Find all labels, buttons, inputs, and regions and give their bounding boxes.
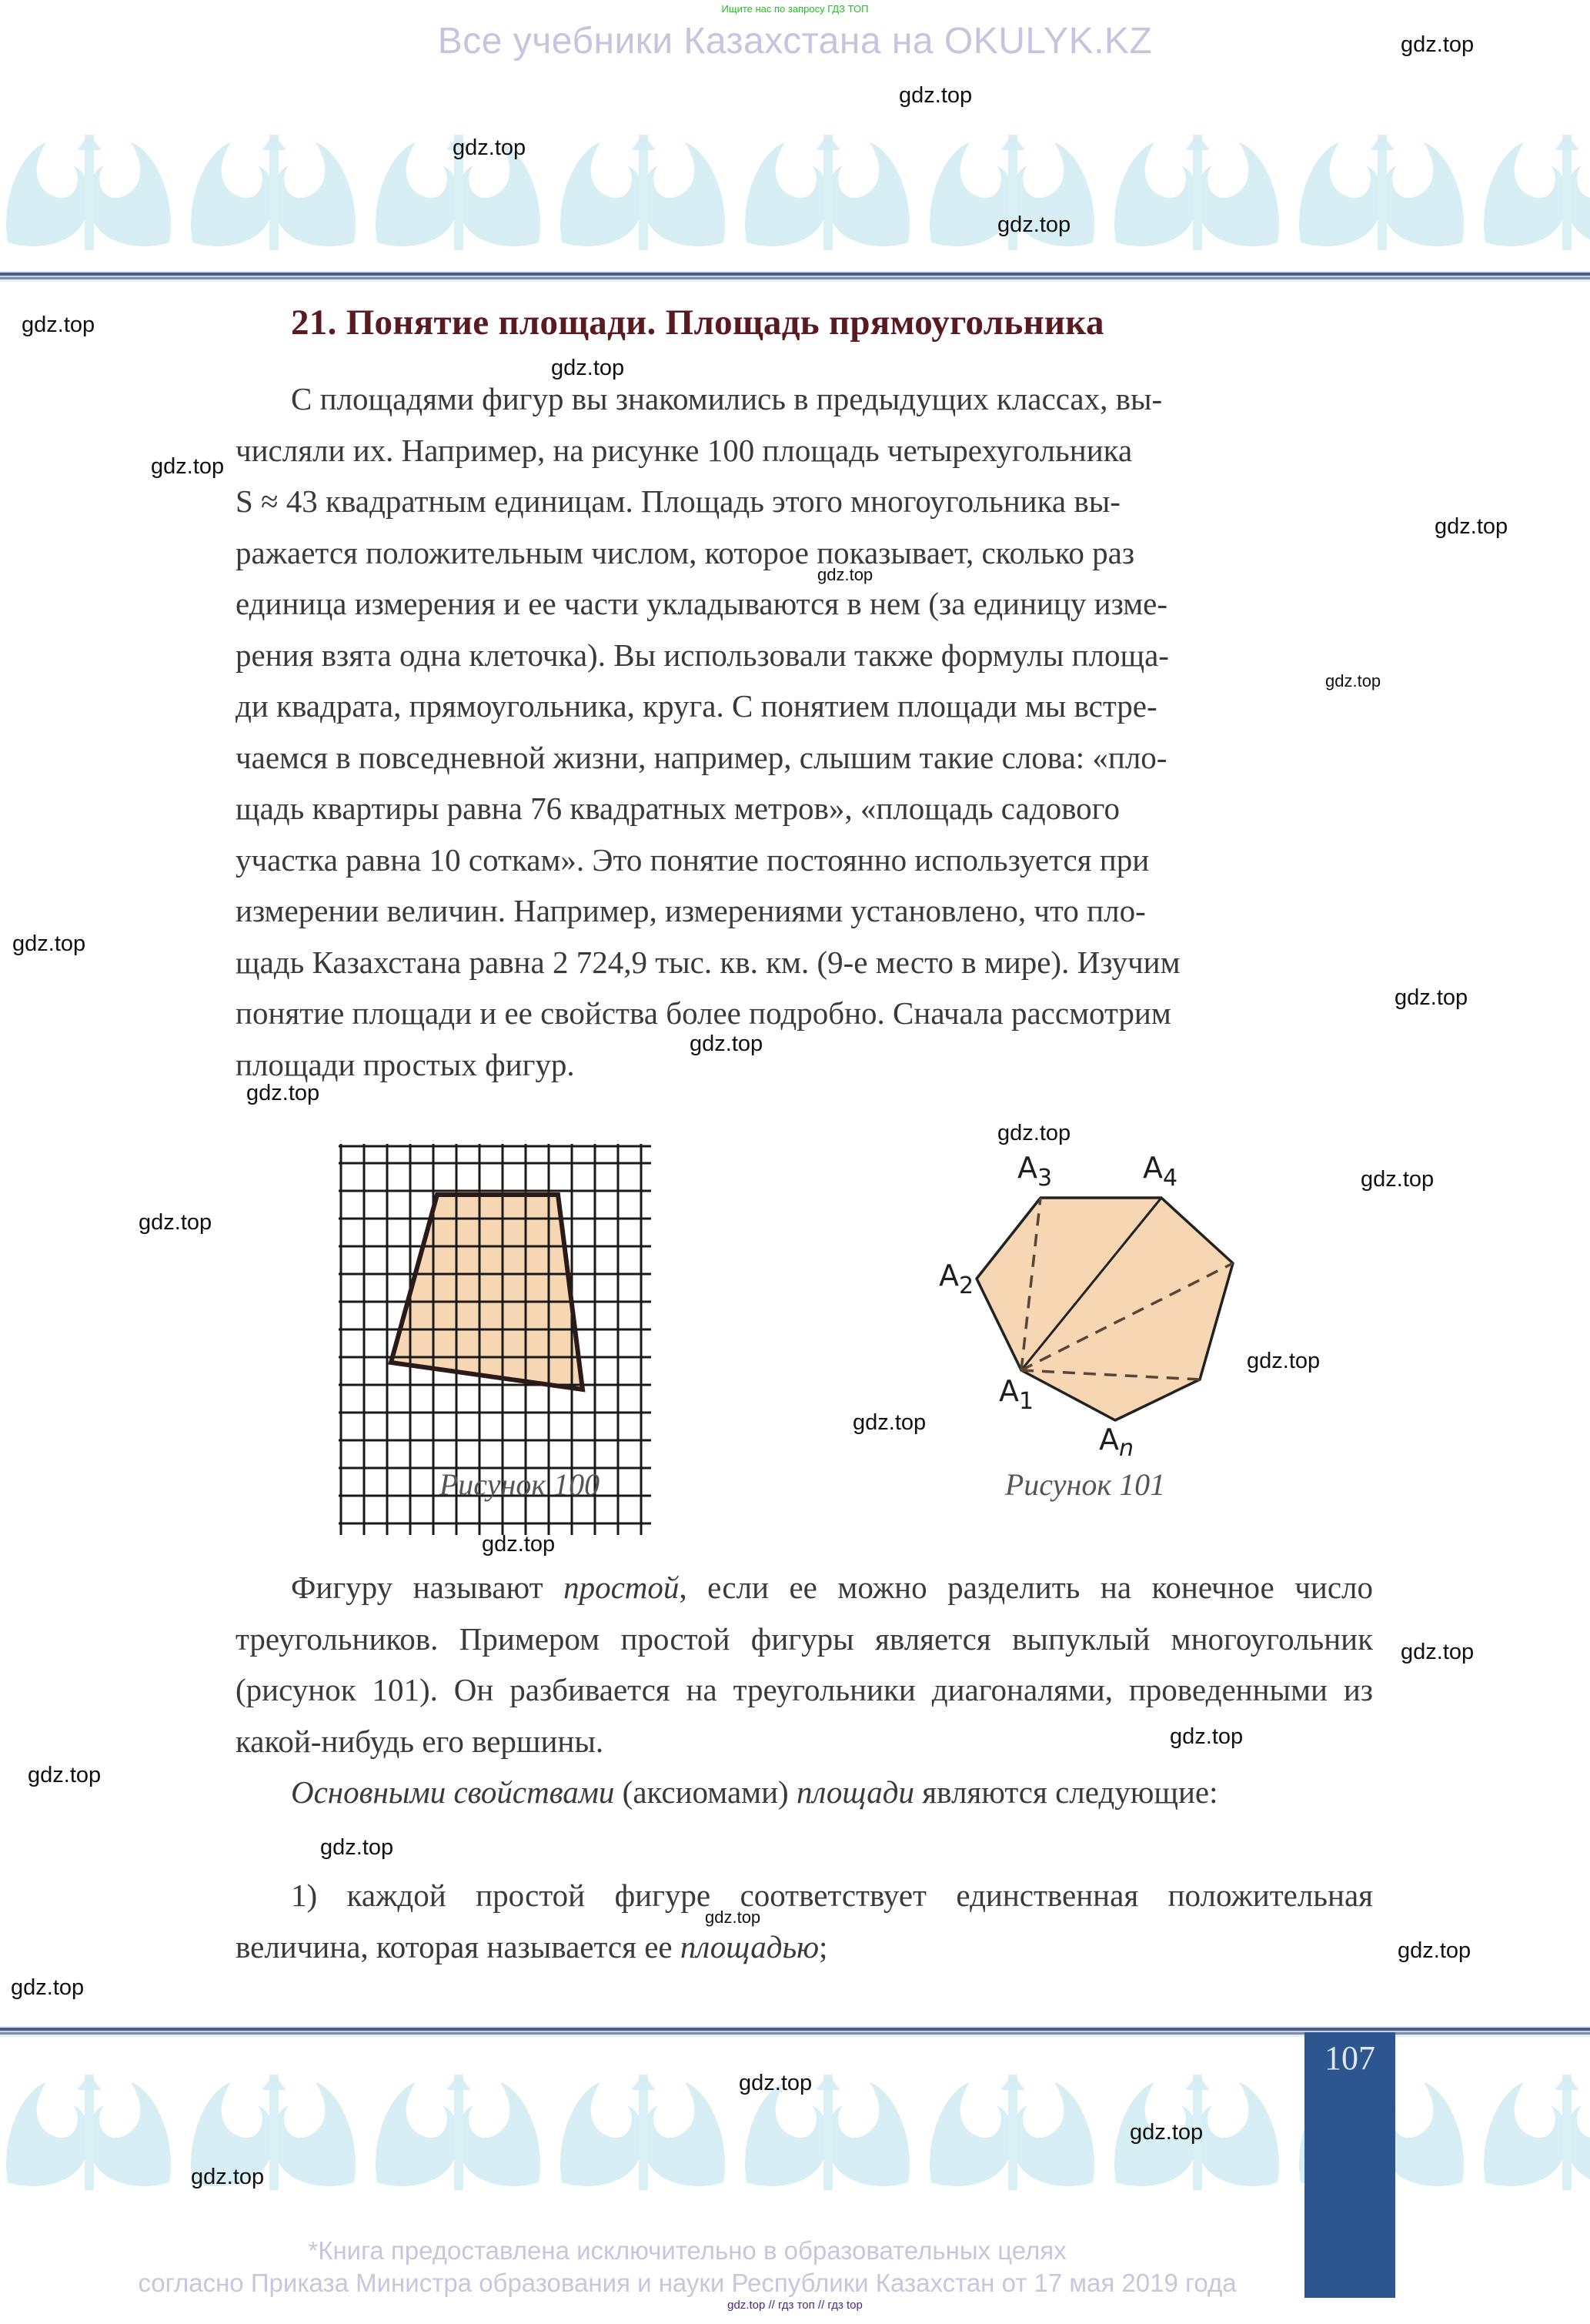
watermark: gdz.top (1435, 514, 1508, 539)
watermark: gdz.top (705, 1908, 761, 1927)
disclaimer-line-1: *Книга предоставлена исключительно в образовательных целях (308, 2236, 1067, 2265)
figure-101-polygon (931, 1147, 1270, 1470)
disclaimer-line-2: согласно Приказа Министра образования и науки Республики Казахстан от 17 мая 2019 года (138, 2269, 1237, 2297)
watermark: gdz.top (22, 313, 95, 337)
watermark: gdz.top (551, 356, 625, 380)
term-main-properties: Основными свойствами (291, 1774, 615, 1810)
term-area-definition: площадью (680, 1928, 820, 1965)
paragraph-simple-figure: Фигуру называют простой, если ее можно разделить на конечное число треугольников. Примером простой фигуры является выпуклый многоугольник (рисунок 101). Он разбивается на треугольники диагоналями, проведенными из какой-нибудь его вершины. (235, 1570, 1373, 1759)
intro-line: щадь квартиры равна 76 квадратных метров», «площадь садового (235, 791, 1120, 826)
watermark: gdz.top (1395, 985, 1468, 1010)
watermark: gdz.top (690, 1032, 763, 1056)
watermark: gdz.top (151, 454, 225, 479)
watermark: gdz.top (139, 1210, 212, 1235)
watermark: gdz.top (28, 1763, 102, 1787)
vertex-an-label: $A_n$ (1099, 1423, 1134, 1462)
intro-line: измерении величин. Например, измерениями установлено, что пло- (235, 893, 1146, 928)
watermark: gdz.top (482, 1532, 556, 1557)
ornament-top-icon (0, 135, 1590, 258)
paragraph-axiom-1: 1) каждой простой фигуре соответствует единственная положительная величина, которая называется ее площадью; (235, 1878, 1373, 1965)
paragraph-axioms: Основными свойствами (аксиомами) площади являются следующие: (291, 1774, 1218, 1810)
watermark: gdz.top (1361, 1167, 1435, 1192)
watermark: gdz.top (246, 1081, 320, 1105)
intro-line: единица измерения и ее части укладываются в нем (за единицу изме- (235, 586, 1168, 621)
figure-100-caption: Рисунок 100 (439, 1467, 600, 1502)
header-rule (0, 271, 1590, 282)
term-area: площади (796, 1774, 915, 1810)
page-number: 107 (1324, 2039, 1375, 2077)
figure-101-caption: Рисунок 101 (1004, 1467, 1166, 1502)
quadrilateral-shape (391, 1195, 583, 1389)
watermark: gdz.top (1130, 2120, 1204, 2145)
section-title: 21. Понятие площади. Площадь прямоугольника (291, 303, 1104, 343)
watermark: gdz.top (997, 212, 1071, 237)
vertex-a3-label: $A_3$ (1017, 1151, 1053, 1192)
intro-line: ди квадрата, прямоугольника, круга. С понятием площади мы встре- (235, 688, 1157, 724)
watermark: gdz.top (1247, 1349, 1321, 1373)
watermark: gdz.top (12, 931, 86, 956)
footer-links[interactable]: gdz.top // гдз топ // гдз top (727, 2299, 863, 2312)
intro-line: S ≈ 43 квадратным единицам. Площадь этого многоугольника вы- (235, 483, 1121, 519)
intro-line: щадь Казахстана равна 2 724,9 тыс. кв. км. (9-е место в мире). Изучим (235, 944, 1181, 980)
watermark: gdz.top (1170, 1724, 1244, 1749)
intro-line: рения взята одна клеточка). Вы использовали также формулы площа- (235, 637, 1169, 673)
intro-line: С площадями фигур вы знакомились в предыдущих классах, вы- (291, 381, 1163, 416)
search-hint: Ищите нас по запросу ГДЗ ТОП (721, 3, 869, 15)
watermark: gdz.top (1398, 1938, 1471, 1963)
intro-line: чаемся в повседневной жизни, например, слышим такие слова: «пло- (235, 739, 1167, 775)
watermark: gdz.top (1325, 671, 1381, 691)
site-banner: Все учебники Казахстана на OKULYK.KZ (437, 21, 1153, 62)
intro-line: понятие площади и ее свойства более подробно. Сначала рассмотрим (235, 995, 1171, 1031)
intro-line: ражается положительным числом, которое показывает, сколько раз (235, 534, 1135, 570)
vertex-a4-label: $A_4$ (1143, 1151, 1178, 1192)
watermark: gdz.top (191, 2165, 265, 2189)
vertex-a2-label: $A_2$ (939, 1259, 974, 1299)
vertex-a1-label: $A_1$ (999, 1374, 1034, 1415)
intro-line: площади простых фигур. (235, 1046, 575, 1082)
term-simple: простой (563, 1570, 680, 1605)
watermark: gdz.top (853, 1410, 927, 1435)
watermark: gdz.top (817, 565, 873, 584)
intro-line: числяли их. Например, на рисунке 100 площадь четырехугольника (235, 432, 1133, 468)
watermark: gdz.top (453, 135, 526, 160)
watermark: gdz.top (11, 1975, 85, 2000)
watermark: gdz.top (899, 83, 973, 108)
watermark: gdz.top (320, 1835, 394, 1860)
watermark: gdz.top (739, 2071, 813, 2095)
paragraph-intro (235, 373, 1373, 1090)
watermark: gdz.top (1401, 1640, 1475, 1664)
watermark: gdz.top (1401, 32, 1475, 57)
watermark: gdz.top (997, 1121, 1071, 1145)
intro-line: участка равна 10 соткам». Это понятие постоянно используется при (235, 841, 1150, 878)
